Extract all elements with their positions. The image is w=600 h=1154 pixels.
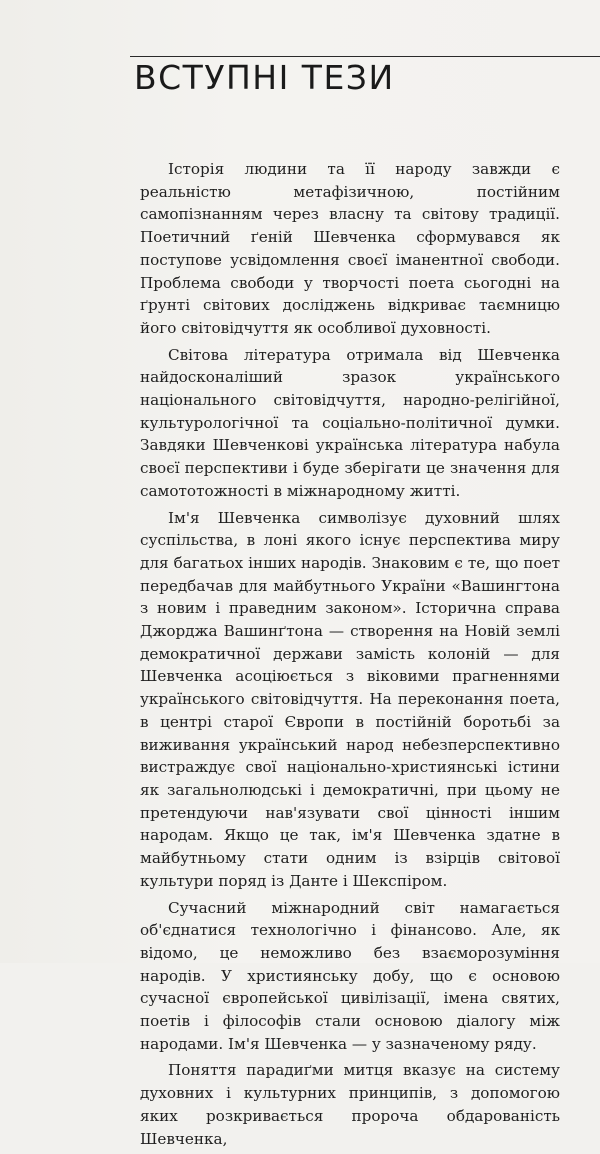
paragraph: Сучасний міжнародний світ намагається об'єднатися технологічно і фінансово. Але, як відомо, це неможливо без взаєморозуміння народів. У християнську добу, що є основою сучасної європейської цивілізації, імена святих, поетів і філософів стали основою діалогу між народами. Ім'я Шевченка — у зазначеному ряду. <box>140 898 560 1053</box>
body-text <box>140 158 560 1154</box>
paragraph: Світова література отримала від Шевченка найдосконаліший зразок українського національного світовідчуття, народно-релігійної, культурологічної та соціально-політичної думки. Завдяки Шевченкові українська література набула своєї перспективи і буде зберігати це значення для самототожності в міжнародному житті. <box>140 345 560 500</box>
paragraph: Історія людини та її народу завжди є реальністю метафізичною, постійним самопізнанням через власну та світову традиції. Поетичний ґеній Шевченка сформувався як поступове усвідомлення своєї іманентної свободи. Проблема свободи у творчості поета сьогодні на ґрунті світових досліджень відкриває таємницю його світовідчуття як особливої духовності. <box>140 160 560 337</box>
page-title: ВСТУПНІ ТЕЗИ <box>134 58 395 97</box>
paragraph: Ім'я Шевченка символізує духовний шлях суспільства, в лоні якого існує перспектива миру для багатьох інших народів. Знаковим є те, що поет передбачав для майбутнього України «Вашингтона з новим і праведним законом». Історична справа Джорджа Вашинґтона — створення на Новій землі демократичної держави замість колоній — для Шевченка асоціюється з віковими прагненнями українського світовідчуття. На переконання поета, в центрі старої Європи в постійній боротьбі за виживання український народ небезперспективно вистраждує свої національно-християнські істини як загальнолюдські і демократичні, при цьому не претендуючи нав'язувати свої цінності іншим народам. Якщо це так, ім'я Шевченка здатне в майбутньому стати одним із взірців світової культури поряд із Данте і Шекспіром. <box>140 508 560 890</box>
header-rule <box>130 56 600 57</box>
paragraph: Поняття парадиґми митця вказує на систему духовних і культурних принципів, з допомогою яких розкривається пророча обдарованість Шевченка, <box>140 1061 560 1148</box>
